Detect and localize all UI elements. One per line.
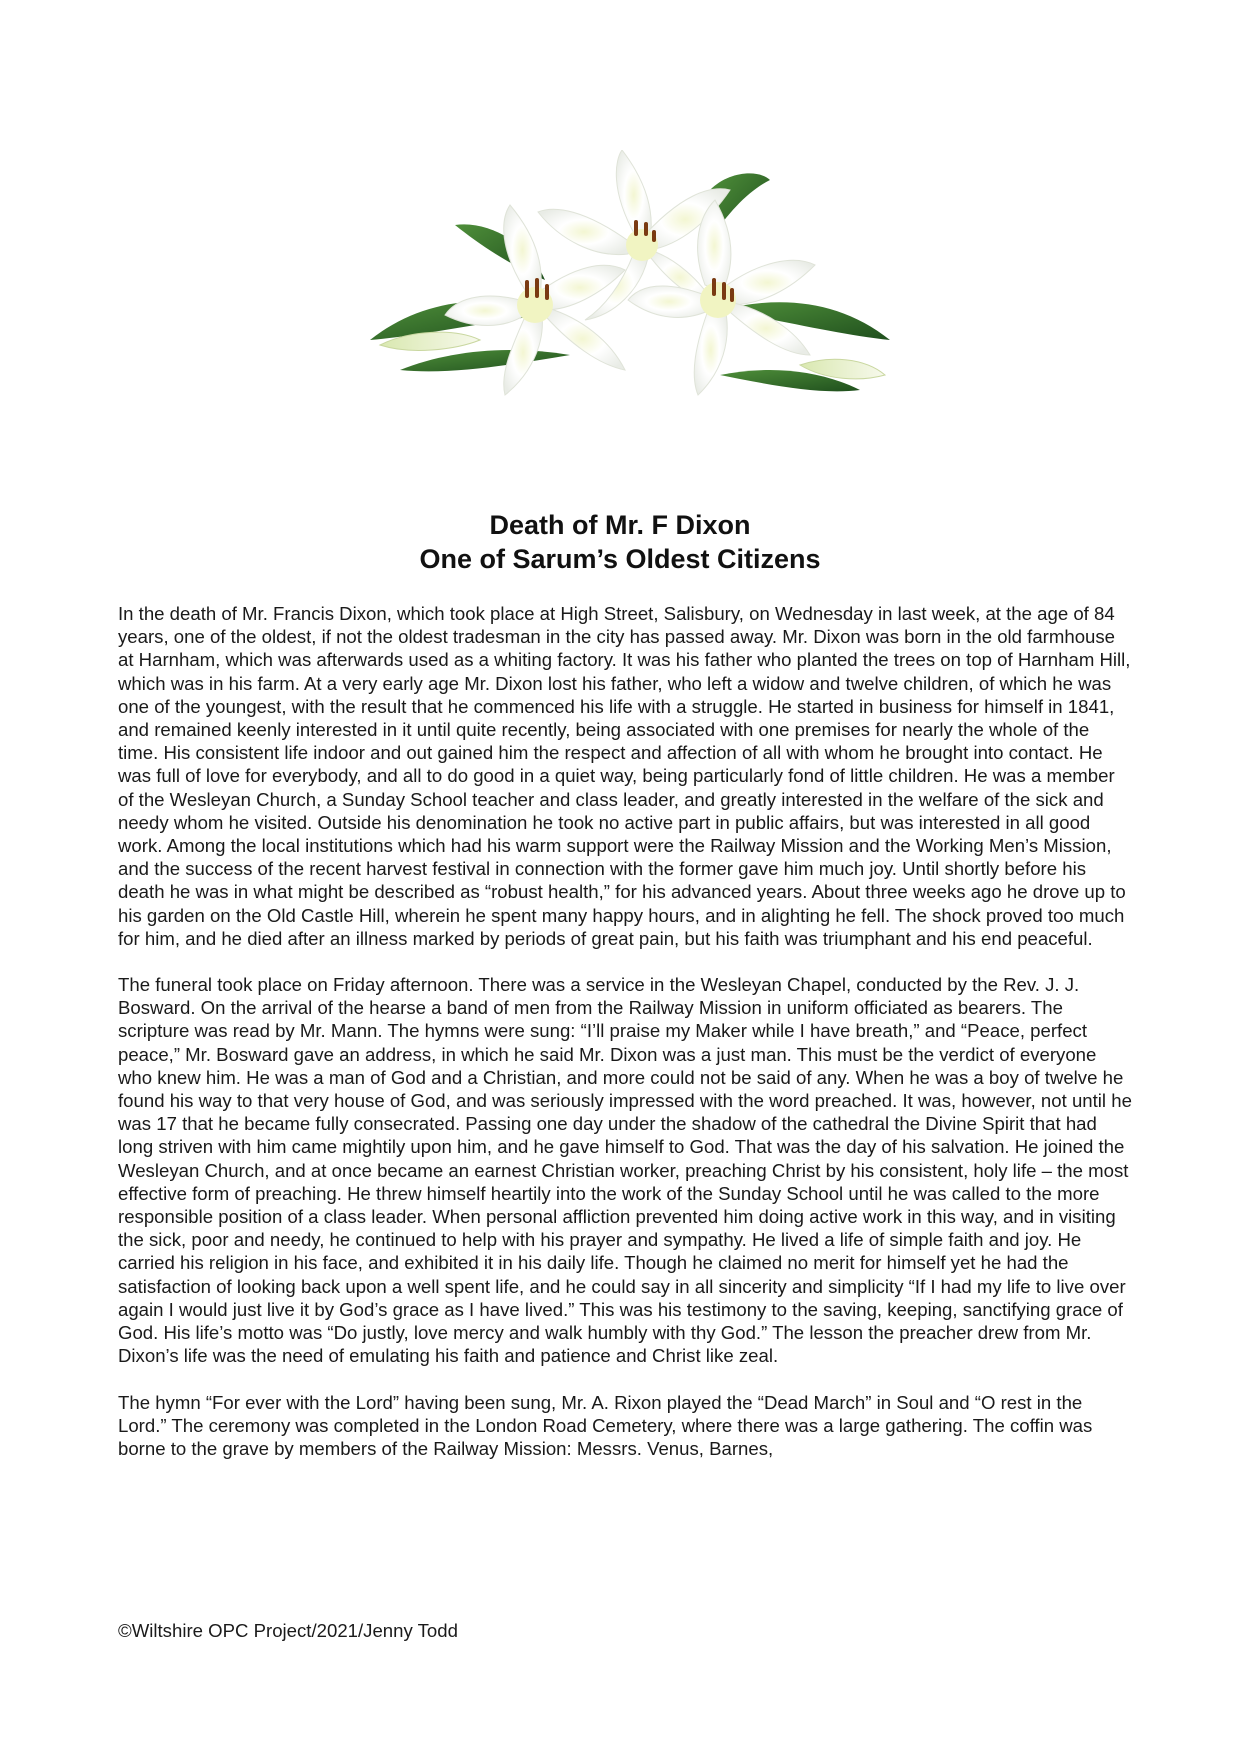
article-body xyxy=(118,602,1134,1483)
title-line-2: One of Sarum’s Oldest Citizens xyxy=(419,544,821,574)
lily-illustration xyxy=(360,150,900,450)
copyright-footer: ©Wiltshire OPC Project/2021/Jenny Todd xyxy=(118,1620,458,1641)
paragraph-3: The hymn “For ever with the Lord” having been sung, Mr. A. Rixon played the “Dead March” in Soul and “O rest in the Lord.” The ceremony was completed in the London Road Cemetery, where there was a large gathering. The coffin was borne to the grave by members of the Railway Mission: Messrs. Venus, Barnes, xyxy=(118,1391,1093,1459)
lilies-icon xyxy=(360,150,900,450)
paragraph-1: In the death of Mr. Francis Dixon, which took place at High Street, Salisbury, on Wednesday in last week, at the age of 84 years, one of the oldest, if not the oldest tradesman in the city has passed away. Mr. Dixon was born in the old farmhouse at Harnham, which was afterwards used as a whiting factory. It was his father who planted the trees on top of Harnham Hill, which was in his farm. At a very early age Mr. Dixon lost his father, who left a widow and twelve children, of which he was one of the youngest, with the result that he commenced his life with a struggle. He started in business for himself in 1841, and remained keenly interested in it until quite recently, being associated with one premises for nearly the whole of the time. His consistent life indoor and out gained him the respect and affection of all with whom he brought into contact. He was full of love for everybody, and all to do good in a quiet way, being particularly fond of little children. He was a member of the Wesleyan Church, a Sunday School teacher and class leader, and greatly interested in the welfare of the sick and needy whom he visited. Outside his denomination he took no active part in public affairs, but was interested in all good work. Among the local institutions which had his warm support were the Railway Mission and the Working Men’s Mission, and the success of the recent harvest festival in connection with the former gave him much joy. Until shortly before his death he was in what might be described as “robust health,” for his advanced years. About three weeks ago he drove up to his garden on the Old Castle Hill, wherein he spent many happy hours, and in alighting he fell. The shock proved too much for him, and he died after an illness marked by periods of great pain, but his faith was triumphant and his end peaceful. xyxy=(118,603,1131,949)
paragraph-2: The funeral took place on Friday afternoon. There was a service in the Wesleyan Chapel, conducted by the Rev. J. J. Bosward. On the arrival of the hearse a band of men from the Railway Mission in uniform officiated as bearers. The scripture was read by Mr. Mann. The hymns were sung: “I’ll praise my Maker while I have breath,” and “Peace, perfect peace,” Mr. Bosward gave an address, in which he said Mr. Dixon was a just man. This must be the verdict of everyone who knew him. He was a man of God and a Christian, and more could not be said of any. When he was a boy of twelve he found his way to that very house of God, and was seriously impressed with the word preached. It was, however, not until he was 17 that he became fully consecrated. Passing one day under the shadow of the cathedral the Divine Spirit that had long striven with him came mightily upon him, and he gave himself to God. That was the day of his salvation. He joined the Wesleyan Church, and at once became an earnest Christian worker, preaching Christ by his consistent, holy life – the most effective form of preaching. He threw himself heartily into the work of the Sunday School until he was called to the more responsible position of a class leader. When personal affliction prevented him doing active work in this way, and in visiting the sick, poor and needy, he continued to help with his prayer and sympathy. He lived a life of simple faith and joy. He carried his religion in his face, and exhibited it in his daily life. Though he claimed no merit for himself yet he had the satisfaction of looking back upon a well spent life, and he could say in all sincerity and simplicity “If I had my life to live over again I would just live it by God’s grace as I have lived.” This was his testimony to the saving, keeping, sanctifying grace of God. His life’s motto was “Do justly, love mercy and walk humbly with thy God.” The lesson the preacher drew from Mr. Dixon’s life was the need of emulating his faith and patience and Christ like zeal. xyxy=(118,974,1132,1367)
article-title xyxy=(0,508,1240,576)
title-line-1: Death of Mr. F Dixon xyxy=(489,510,751,540)
